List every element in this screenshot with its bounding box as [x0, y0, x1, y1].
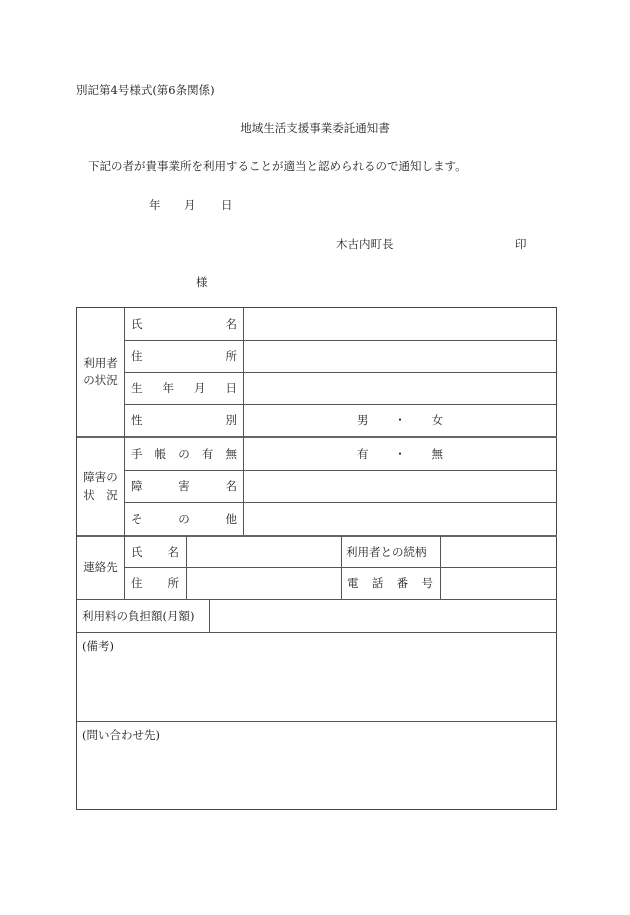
user-birthdate-label: 生 年 月 日: [131, 381, 237, 395]
grid-line: [77, 632, 557, 633]
sex-option-male[interactable]: 男: [357, 413, 369, 427]
phone-label: 電 話 番 号: [347, 576, 433, 590]
user-sex-options[interactable]: 男 ・ 女: [357, 413, 443, 427]
date-month: 月: [184, 198, 196, 212]
user-name-field[interactable]: [244, 309, 557, 340]
disability-section-header: [77, 438, 124, 535]
grid-line: [124, 308, 125, 599]
phone-field[interactable]: [441, 568, 557, 599]
disability-name-field[interactable]: [244, 471, 557, 502]
remarks-label: (備考): [82, 639, 114, 653]
handbook-option-yes[interactable]: 有: [357, 447, 369, 461]
relation-label: 利用者との続柄: [346, 544, 427, 559]
disability-section-header-line: 障害の: [83, 470, 118, 485]
disability-name-label: 障 害 名: [131, 479, 237, 493]
document-title: 地域生活支援事業委託通知書: [240, 121, 390, 135]
handbook-label: 手 帳 の 有 無: [131, 447, 237, 461]
contact-name-label: 氏 名: [131, 544, 179, 559]
user-address-label: 住 所: [131, 349, 237, 363]
contact-address-field[interactable]: [187, 568, 341, 599]
issuer-name: 木古内町長: [336, 237, 394, 251]
fee-label: 利用料の負担額(月額): [82, 608, 195, 623]
fee-field[interactable]: [210, 600, 557, 632]
user-section-header-line: の状況: [83, 373, 118, 387]
handbook-options[interactable]: 有 ・ 無: [357, 447, 443, 461]
user-name-label: 氏 名: [131, 317, 237, 331]
sex-option-female[interactable]: 女: [431, 413, 443, 427]
relation-field[interactable]: [441, 537, 557, 567]
contact-address-label: 住 所: [131, 576, 179, 590]
date-year: 年: [149, 198, 161, 212]
form-number: 別記第4号様式(第6条関係): [76, 83, 215, 97]
contact-section-header: 連絡先: [83, 560, 118, 575]
user-sex-label: 性 別: [131, 413, 237, 427]
remarks-field[interactable]: [78, 656, 556, 720]
user-section-header: [77, 308, 124, 436]
addressee-suffix: 様: [196, 275, 208, 289]
date-day: 日: [221, 198, 233, 212]
contact-name-field[interactable]: [187, 537, 341, 567]
handbook-option-no[interactable]: 無: [431, 447, 443, 461]
user-section-header-line: 利用者: [83, 355, 118, 370]
inquiry-field[interactable]: [78, 745, 556, 809]
other-field[interactable]: [244, 503, 557, 535]
grid-line: [341, 535, 342, 599]
inquiry-label: (問い合わせ先): [82, 728, 160, 742]
grid-line: [77, 721, 557, 722]
intro-text: 下記の者が貴事業所を利用することが適当と認められるので通知します。: [88, 159, 467, 173]
seal-mark: 印: [515, 237, 527, 251]
other-label: そ の 他: [131, 511, 237, 526]
user-address-field[interactable]: [244, 341, 557, 372]
user-birthdate-field[interactable]: [244, 373, 557, 404]
disability-section-header-line: 状 況: [83, 487, 118, 502]
form-table: [76, 307, 557, 810]
